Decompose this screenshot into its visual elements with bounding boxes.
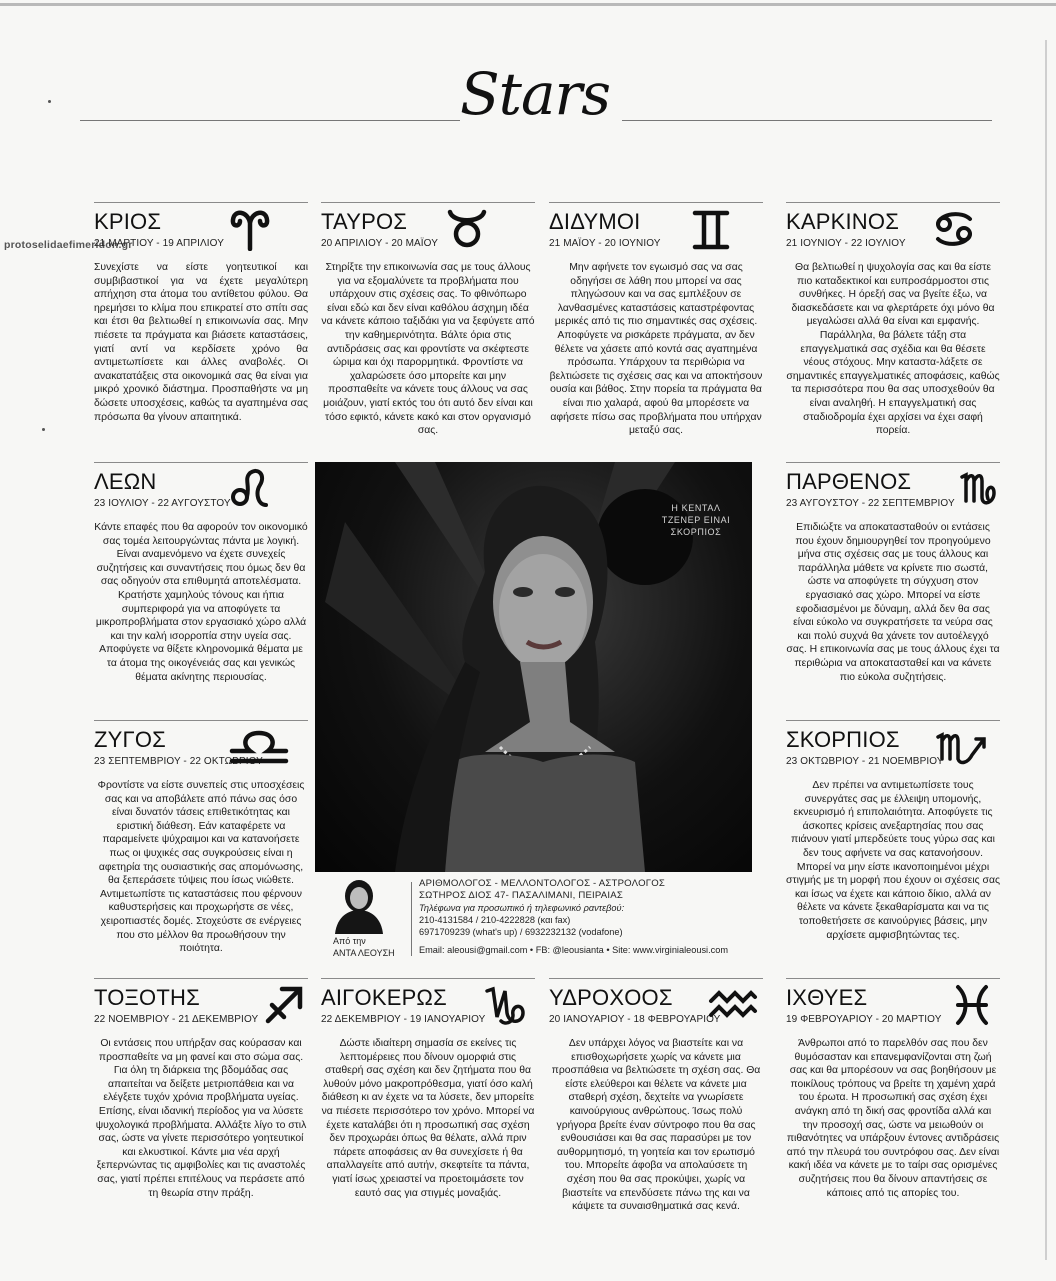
section-rule	[786, 202, 1000, 203]
scan-speck	[48, 100, 51, 103]
sign-dates: 23 ΑΥΓΟΥΣΤΟΥ - 22 ΣΕΠΤΕΜΒΡΙΟΥ	[786, 498, 955, 509]
sign-aries	[94, 202, 308, 424]
section-rule	[549, 202, 763, 203]
sign-name: ΔΙΔΥΜΟΙ	[549, 209, 641, 234]
sign-dates: 20 ΙΑΝΟΥΑΡΙΟΥ - 18 ΦΕΒΡΟΥΑΡΙΟΥ	[549, 1014, 721, 1025]
section-rule	[786, 462, 1000, 463]
top-rule	[0, 3, 1056, 6]
libra-icon	[228, 725, 290, 769]
ad-title: ΑΡΙΘΜΟΛΟΓΟΣ - ΜΕΛΛΟΝΤΟΛΟΓΟΣ - ΑΣΤΡΟΛΟΓΟΣ	[419, 878, 666, 889]
sign-virgo	[786, 462, 1000, 684]
ad-phone-note: Τηλέφωνα για προσωπικό ή τηλεφωνικό ραντεβού:	[419, 903, 625, 913]
watermark: protoselidaefimeridon.gr	[4, 239, 133, 251]
caption-line: ΤΖΕΝΕΡ ΕΙΝΑΙ	[661, 515, 731, 525]
ad-mobiles: 6971709239 (what's up) / 6932232132 (vodafone)	[419, 927, 623, 937]
sign-scorpio	[786, 720, 1000, 942]
author-avatar	[327, 876, 391, 934]
section-rule	[786, 978, 1000, 979]
sign-pisces	[786, 978, 1000, 1200]
sagittarius-icon	[262, 983, 306, 1027]
sign-leo	[94, 462, 308, 684]
sign-dates: 20 ΑΠΡΙΛΙΟΥ - 20 ΜΑΪΟΥ	[321, 238, 438, 249]
sign-name: ΙΧΘΥΕΣ	[786, 985, 868, 1010]
horoscope-text: Στηρίξτε την επικοινωνία σας με τους άλλους για να εξομαλύνετε τα προβλήματα που υπάρχουν στις σχέσεις σας. Το φθινόπωρο είναι εδώ και δεν είναι καθόλου άσχημη ιδέα να κάνετε κάποιο ταξιδάκι για να ξεφύγετε από την καθημερινότητα. Βάλτε όρια στις αντιδράσεις σας και φροντίστε να σκέφτεστε ώριμα και όχι παρορμητικά. Φροντίστε να χαλαρώσετε όσο μπορείτε και μην προσπαθείτε να κάνετε τους άλλους να σας μοιάζουν, γιατί εκτός του ότι αυτό δεν είναι και τόσο εφικτό, κάνετε κακό και στον οργανισμό σας.	[321, 262, 535, 437]
horoscope-text: Οι εντάσεις που υπήρξαν σας κούρασαν και προσπαθείτε να μη φανεί και στο σώμα σας. Για όλη τη διάρκεια της βδομάδας σας απαιτείται να δείξετε μετριοπάθεια και να ελέγξετε τυχόν χρόνια προβλήματα υγείας. Επίσης, είναι ιδανική περίοδος για να λύσετε ψυχολογικά προβλήματα. Αλλάξτε λίγο το στιλ σας, ώστε να γίνετε περισσότερο γοητευτικοί και ελκυστικοί. Κάντε μια νέα αρχή ξεπερνώντας τις αμφιβολίες και τις αναστολές σας, γιατί πρέπει επιτέλους να περάσετε από τη θεωρία στην πράξη.	[95, 1038, 307, 1199]
horoscope-text: Θα βελτιωθεί η ψυχολογία σας και θα είστε πιο καταδεκτικοί και ευπροσάρμοστοι στις συνθήκες. Η όρεξή σας να βγείτε έξω, να διασκεδάσετε και να φλερτάρετε όχι μόνο θα μεγαλώσει αλλά θα είναι και εμφανής. Παράλληλα, θα βάλετε τάξη στα επαγγελματικά σας σχέδια και θα θέσετε νέους στόχους. Μην καταστα-λάξετε σε σημαντικές επαγγελματικές αποφάσεις, καθώς τα περισσότερα που θα σας υποσχεθούν θα είναι αναληθή. Η επαγγελματική σας σταδιοδρομία έχει αρχίσει να έχει σαφή πορεία.	[786, 262, 1000, 437]
sign-taurus	[321, 202, 535, 438]
photo-caption	[650, 502, 742, 538]
caption-line: Η ΚΕΝΤΑΛ	[671, 503, 721, 513]
horoscope-text: Συνεχίστε να είστε γοητευτικοί και συμβιβαστικοί για να έχετε μεγαλύτερη απήχηση στα άτομα του αντίθετου φύλου. Θα ηρεμήσει το κλίμα που επικρατεί στο σπίτι σας και έτσι θα βελτιωθεί η επικοινωνία σας. Μην πιέσετε τα πράγματα και βιάσετε καταστάσεις, γιατί αντί να κερδίσετε χρόνο θα αντιμετωπίσετε και άλλες αναβολές. Οι ανακατατάξεις στα οικονομικά σας θα είναι για μικρό χρονικό διάστημα. Προσπαθήστε να μη δώσετε υποσχέσεις, καθώς τα αγαπημένα σας πρόσωπα θα γίνουν απαιτητικά.	[94, 262, 308, 423]
virgo-icon	[958, 467, 1002, 511]
horoscope-text: Μην αφήνετε τον εγωισμό σας να σας οδηγήσει σε λάθη που μπορεί να σας πληγώσουν και να σας εμπλέξουν σε λανθασμένες καταστάσεις καταστρέφοντας μερικές από τις πιο σημαντικές σας σχέσεις. Αποφύγετε να ρισκάρετε πράγματα, αν δεν θέλετε να χάσετε από κοντά σας αγαπημένα πρόσωπα. Υπάρχουν τα περιθώρια να βελτιώσετε τις σχέσεις σας και να αποκτήσουν ουσία και βάθος. Στην πορεία τα πράγματα θα είναι πιο χαλαρά, αφού θα μπορέσετε να αφήσετε πίσω σας προβλήματα που υπήρχαν μεταξύ σας.	[549, 262, 763, 437]
masthead-rule-left	[80, 120, 460, 121]
sign-dates: 23 ΣΕΠΤΕΜΒΡΙΟΥ - 22 ΟΚΤΩΒΡΙΟΥ	[94, 756, 263, 767]
horoscope-text: Φροντίστε να είστε συνεπείς στις υποσχέσεις σας και να αποβάλετε από πάνω σας όσο είναι δυνατόν τάσεις επιθετικότητας και εριστική διάθεση. Εάν καταφέρετε να παραμείνετε ψύχραιμοι και να κατανοήσετε πως οι ψυχικές σας συγκρούσεις είναι η αφετηρία της ουσιαστικής σας απομόνωσης, θα ξεπεράσετε τύψεις που ίσως νιώθετε. Αντιμετωπίστε τις καταστάσεις που φέρνουν καθυστερήσεις και προχωρήστε σε νέες, χειροπιαστές δομές. Στοχεύστε σε ενέργειες που στο μέλλον θα προωθήσουν την ποιότητα.	[97, 780, 305, 955]
ad-phones: 210-4131584 / 210-4222828 (και fax)	[419, 915, 571, 925]
sign-name: ΚΡΙΟΣ	[94, 209, 162, 234]
sign-name: ΠΑΡΘΕΝΟΣ	[786, 469, 912, 494]
sign-dates: 21 ΙΟΥΝΙΟΥ - 22 ΙΟΥΛΙΟΥ	[786, 238, 906, 249]
featured-photo	[315, 462, 752, 872]
sign-dates: 23 ΙΟΥΛΙΟΥ - 22 ΑΥΓΟΥΣΤΟΥ	[94, 498, 231, 509]
page-edge-rule	[1045, 40, 1047, 1260]
ad-divider	[411, 882, 412, 956]
sign-dates: 21 ΜΑΪΟΥ - 20 ΙΟΥΝΙΟΥ	[549, 238, 661, 249]
sign-name: ΣΚΟΡΠΙΟΣ	[786, 727, 900, 752]
leo-icon	[228, 467, 272, 511]
sign-name: ΥΔΡΟΧΟΟΣ	[549, 985, 673, 1010]
pisces-icon	[950, 983, 994, 1027]
gemini-icon	[689, 207, 733, 251]
ad-address: ΣΩΤΗΡΟΣ ΔΙΟΣ 47- ΠΑΣΑΛΙΜΑΝΙ, ΠΕΙΡΑΙΑΣ	[419, 890, 624, 901]
sign-name: ΛΕΩΝ	[94, 469, 157, 494]
horoscope-text: Επιδιώξτε να αποκατασταθούν οι εντάσεις που έχουν δημιουργηθεί τον προηγούμενο μήνα στις σχέσεις σας με τους άλλους και παράλληλα μάθετε να κρίνετε πιο σωστά, ώστε να αποφύγετε τη σύγχυση στον εργασιακό σας χώρο. Μπορεί να είστε εφοδιασμένοι με δύναμη, αλλά δεν θα σας είναι εύκολο να συγκρατήσετε τα νεύρα σας και πολύ συχνά θα χάνετε τον αυτοέλεγχό σας. Η επικοινωνία σας με τους άλλους έχει τα περιθώρια να αποκατασταθεί και να κάνετε πιο εύκολα συζητήσεις.	[786, 522, 1000, 683]
sign-name: ΖΥΓΟΣ	[94, 727, 166, 752]
horoscope-text: Δεν υπάρχει λόγος να βιαστείτε και να επισθοχωρήσετε χωρίς να κάνετε μια προσπάθεια να βελτιώσετε τη σχέση σας. Θα είστε ελεύθεροι και θέλετε να κάνετε μια σταθερή σχέση, δεχτείτε να γνωρίσετε καινούργιους ανθρώπους. Ίσως πολύ γρήγορα βρείτε έναν σύντροφο που θα σας ενθουσιάσει και θα σας παρασύρει με τον αυθορμητισμό, τη γοητεία και τον ερωτισμό του. Μπορείτε άφοβα να απολαύσετε τη σχέση που θα σας προκύψει, χωρίς να βιαστείτε να επενδύσετε πάνω της και να κάψετε τα συναισθηματικά σας κενά.	[551, 1038, 761, 1213]
scan-speck	[42, 428, 45, 431]
section-rule	[321, 202, 535, 203]
scorpio-icon	[934, 725, 992, 769]
page-title: Stars	[459, 60, 611, 128]
sign-sagittarius	[94, 978, 308, 1200]
taurus-icon	[445, 207, 489, 251]
sign-dates: 19 ΦΕΒΡΟΥΑΡΙΟΥ - 20 ΜΑΡΤΙΟΥ	[786, 1014, 942, 1025]
sign-name: ΚΑΡΚΙΝΟΣ	[786, 209, 900, 234]
section-rule	[94, 978, 308, 979]
caption-line: ΣΚΟΡΠΙΟΣ	[670, 527, 722, 537]
section-rule	[321, 978, 535, 979]
horoscope-text: Δεν πρέπει να αντιμετωπίσετε τους συνεργάτες σας με έλλειψη υπομονής, εκνευρισμό ή επιπολαιότητα. Αποφύγετε τις άσκοπες κρίσεις ανεξαρτησίας που σας πιάνουν γιατί μπερδεύετε τους γύρω σας και δεν τους αφήνετε να σας κατανοήσουν. Μπορεί να μην είστε ικανοποιημένοι μέχρι στιγμής με τη μορφή που έχουν οι σχέσεις σας και ίσως να έχετε και κάποιο δίκιο, αλλά αν θέλετε να κάνετε ξεκαθαρίσματα και να τις τοποθετήσετε σε καινούργιες βάσεις, μην αρχίσετε αμφισβητώντας τες.	[786, 780, 1000, 941]
sign-name: ΤΑΥΡΟΣ	[321, 209, 408, 234]
horoscope-text: Δώστε ιδιαίτερη σημασία σε εκείνες τις λεπτομέρειες που δίνουν ομορφιά στις σταθερή σας σχέση και δεν ζητήματα που θα λυθούν μόνο μακροπρόθεσμα, γιατί όσο καλή διάθεση κι αν έχετε να τα λύσετε, δεν μπορείτε να πιέσετε περισσότερο τον χρόνο. Μπορεί να έχετε καταλάβει ότι η προσωπική σας σχέση δεν προχωράει όπως θα θέλατε, αλλά πριν πάρετε αποφάσεις αν θα συνεχίσετε ή θα απαλλαγείτε από αυτήν, σκεφτείτε τα πάντα, γιατί ίσως χρειαστεί να προετοιμάσετε τον εαυτό σας για στιγμές μοναξιάς.	[321, 1038, 535, 1199]
ad-contact: Email: aleousi@gmail.com • FB: @leousianta • Site: www.virginialeousi.com	[419, 945, 728, 955]
sign-gemini	[549, 202, 763, 438]
section-rule	[94, 462, 308, 463]
section-rule	[549, 978, 763, 979]
author-label: Από την	[333, 936, 366, 946]
sign-dates: 21 ΜΑΡΤΙΟΥ - 19 ΑΠΡΙΛΙΟΥ	[94, 238, 224, 249]
author-name: ΑΝΤΑ ΛΕΟΥΣΗ	[333, 948, 395, 958]
aquarius-icon	[707, 983, 759, 1027]
section-rule	[94, 720, 308, 721]
aries-icon	[228, 207, 272, 251]
astrologer-ad	[315, 872, 752, 972]
section-rule	[786, 720, 1000, 721]
capricorn-icon	[483, 983, 527, 1027]
sign-capricorn	[321, 978, 535, 1200]
sign-dates: 22 ΔΕΚΕΜΒΡΙΟΥ - 19 ΙΑΝΟΥΑΡΙΟΥ	[321, 1014, 486, 1025]
sign-cancer	[786, 202, 1000, 438]
sign-name: ΤΟΞΟΤΗΣ	[94, 985, 200, 1010]
masthead-rule-right	[622, 120, 992, 121]
sign-aquarius	[549, 978, 763, 1214]
horoscope-text: Κάντε επαφές που θα αφορούν τον οικονομικό σας τομέα λειτουργώντας πάντα με λογική. Είναι αναμενόμενο να έχετε συνεχείς συζητήσεις και συναντήσεις που όμως δεν θα σας οδηγούν στα επιθυμητά αποτελέσματα. Κρατήστε χαμηλούς τόνους και ήπια συμπεριφορά για να αποφύγετε τα μικροπροβλήματα στον εργασιακό χώρο αλλά και την καλή ισορροπία στην υγεία σας. Αποφύγετε να θίξετε κληρονομικά θέματα με τα άτομα της οικογένειάς σας και γενικώς θέματα ακίνητης περιουσίας.	[94, 522, 308, 683]
ad-info	[419, 878, 749, 956]
sign-dates: 22 ΝΟΕΜΒΡΙΟΥ - 21 ΔΕΚΕΜΒΡΙΟΥ	[94, 1014, 259, 1025]
sign-name: ΑΙΓΟΚΕΡΩΣ	[321, 985, 447, 1010]
section-rule	[94, 202, 308, 203]
cancer-icon	[932, 207, 976, 251]
sign-dates: 23 ΟΚΤΩΒΡΙΟΥ - 21 ΝΟΕΜΒΡΙΟΥ	[786, 756, 944, 767]
sign-libra	[94, 720, 308, 956]
horoscope-text: Άνθρωποι από το παρελθόν σας που δεν θυμόσασταν και επανεμφανίζονται στη ζωή σας και θα μπορέσουν να σας βοηθήσουν με ποικίλους τρόπους να βρείτε τη χαμένη χαρά του έρωτα. Η προσωπική σας σχέση έχει ανάγκη από τη δική σας φροντίδα αλλά και την προσοχή σας, ώστε να μειωθούν οι πιθανότητες να υπάρξουν έντονες αντιδράσεις από την πλευρά του συντρόφου σας. Δεν είναι κακή ιδέα να κάνετε με το ταίρι σας ορισμένες συζητήσεις που θα δίνουν απαντήσεις σε κάποιες από τις απορίες του.	[786, 1038, 1000, 1199]
